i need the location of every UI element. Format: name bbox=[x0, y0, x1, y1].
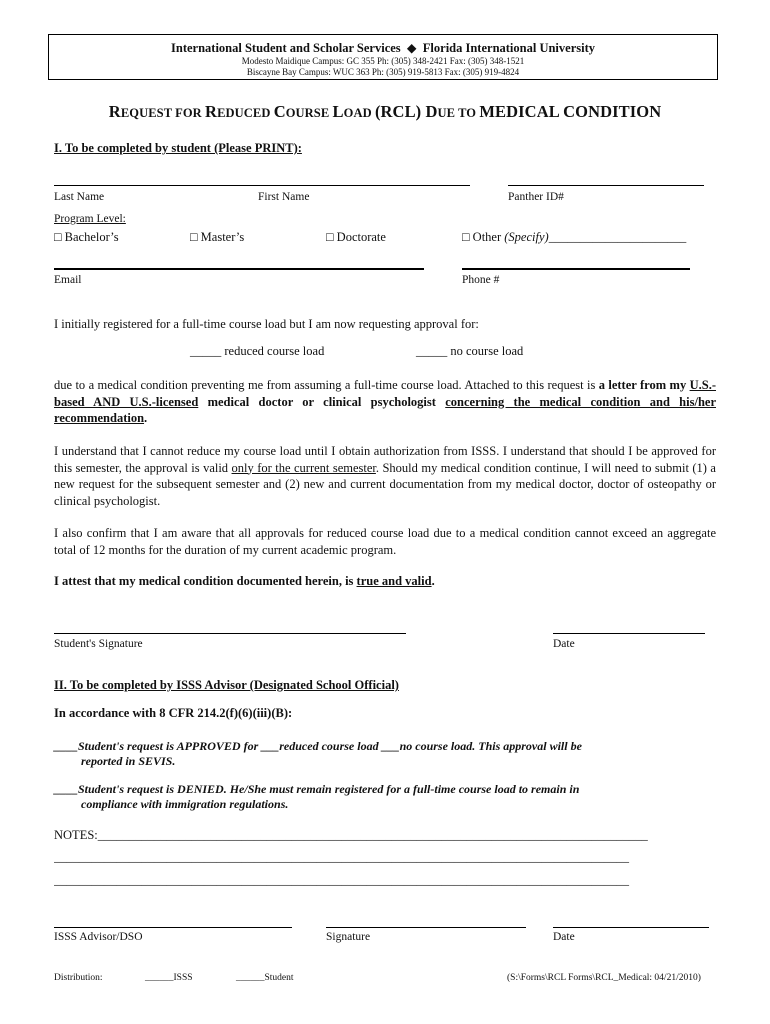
email-label: Email bbox=[54, 274, 82, 286]
approved-option-cont: reported in SEVIS. bbox=[81, 754, 176, 768]
section-2-heading: II. To be completed by ISSS Advisor (Designated School Official) bbox=[54, 678, 399, 692]
no-course-option[interactable]: _____ no course load bbox=[416, 344, 524, 358]
panther-id-label: Panther ID# bbox=[508, 191, 564, 203]
name-field-line[interactable] bbox=[54, 185, 470, 186]
request-intro: I initially registered for a full-time course load but I am now requesting approval for: bbox=[54, 317, 479, 331]
notes-line-3[interactable]: ____________________________________________________________________________________________ bbox=[54, 873, 629, 887]
bachelors-checkbox[interactable]: □ Bachelor’s bbox=[54, 230, 119, 244]
distribution-isss[interactable]: ______ISSS bbox=[145, 973, 193, 983]
form-path: (S:\Forms\RCL Forms\RCL_Medical: 04/21/2010) bbox=[507, 973, 701, 983]
distribution-student[interactable]: ______Student bbox=[236, 973, 294, 983]
notes-field[interactable]: NOTES:________________________________________________________________________________________ bbox=[54, 828, 648, 842]
panther-id-field-line[interactable] bbox=[508, 185, 704, 186]
diamond-icon: ◆ bbox=[406, 41, 417, 55]
student-signature-label: Student's Signature bbox=[54, 638, 143, 650]
advisor-date-line[interactable] bbox=[553, 927, 709, 928]
page-title: REQUEST FOR REDUCED COURSE LOAD (RCL) DUE TO MEDICAL CONDITION bbox=[108, 102, 662, 121]
advisor-line[interactable] bbox=[54, 927, 292, 928]
phone-label: Phone # bbox=[462, 274, 500, 286]
last-name-label: Last Name bbox=[54, 191, 105, 203]
program-level-label: Program Level: bbox=[54, 213, 126, 225]
header-mmc-line: Modesto Maidique Campus: GC 355 Ph: (305) 348-2421 Fax: (305) 348-1521 bbox=[241, 56, 525, 66]
student-signature-line[interactable] bbox=[54, 633, 406, 634]
masters-checkbox[interactable]: □ Master’s bbox=[190, 230, 245, 244]
medical-letter-paragraph: due to a medical condition preventing me from assuming a full-time course load. Attached to this request is a letter from my U.S.-based AND U.S.-licensed medical doctor or clinical psychologist concerning the medical condition and his/her recommendation. bbox=[54, 378, 716, 425]
phone-field-line[interactable] bbox=[462, 268, 690, 270]
section-1-heading: I. To be completed by student (Please PRINT): bbox=[54, 141, 302, 155]
cfr-citation: In accordance with 8 CFR 214.2(f)(6)(iii)(B): bbox=[54, 706, 293, 720]
notes-line-2[interactable]: ____________________________________________________________________________________________ bbox=[54, 850, 629, 864]
email-field-line[interactable] bbox=[54, 268, 424, 270]
other-checkbox[interactable]: □ Other (Specify)______________________ bbox=[462, 230, 687, 244]
header-box bbox=[48, 34, 718, 80]
advisor-signature-line[interactable] bbox=[326, 927, 526, 928]
advisor-label: ISSS Advisor/DSO bbox=[54, 931, 143, 943]
authorization-paragraph: I understand that I cannot reduce my course load until I obtain authorization from ISSS. I understand that should I be approved for this semester, the approval is valid only for the current semester. Should my medical condition continue, I will need to submit (1) a new request for the subsequent semester and (2) new and current documentation from my medical doctor, doctor of osteopathy or clinical psychologist. bbox=[54, 444, 716, 508]
header-title: International Student and Scholar Services ◆ Florida International University bbox=[171, 41, 595, 55]
student-date-line[interactable] bbox=[553, 633, 705, 634]
advisor-date-label: Date bbox=[553, 931, 575, 943]
aggregate-limit-paragraph: I also confirm that I am aware that all approvals for reduced course load due to a medical condition cannot exceed an aggregate total of 12 months for the duration of my current academic program. bbox=[54, 526, 716, 557]
distribution-label: Distribution: bbox=[54, 973, 103, 983]
attestation: I attest that my medical condition documented herein, is true and valid. bbox=[54, 574, 435, 588]
doctorate-checkbox[interactable]: □ Doctorate bbox=[326, 230, 386, 244]
denied-option[interactable]: ____Student's request is DENIED. He/She must remain registered for a full-time course load to remain in bbox=[54, 782, 580, 796]
advisor-signature-label: Signature bbox=[326, 931, 371, 943]
header-bbc-line: Biscayne Bay Campus: WUC 363 Ph: (305) 919-5813 Fax: (305) 919-4824 bbox=[246, 67, 520, 77]
reduced-load-option[interactable]: _____ reduced course load bbox=[190, 344, 325, 358]
student-date-label: Date bbox=[553, 638, 575, 650]
denied-option-cont: compliance with immigration regulations. bbox=[81, 797, 289, 811]
approved-option[interactable]: ____Student's request is APPROVED for ___reduced course load ___no course load. This approval will be bbox=[54, 739, 582, 753]
first-name-label: First Name bbox=[258, 191, 310, 203]
